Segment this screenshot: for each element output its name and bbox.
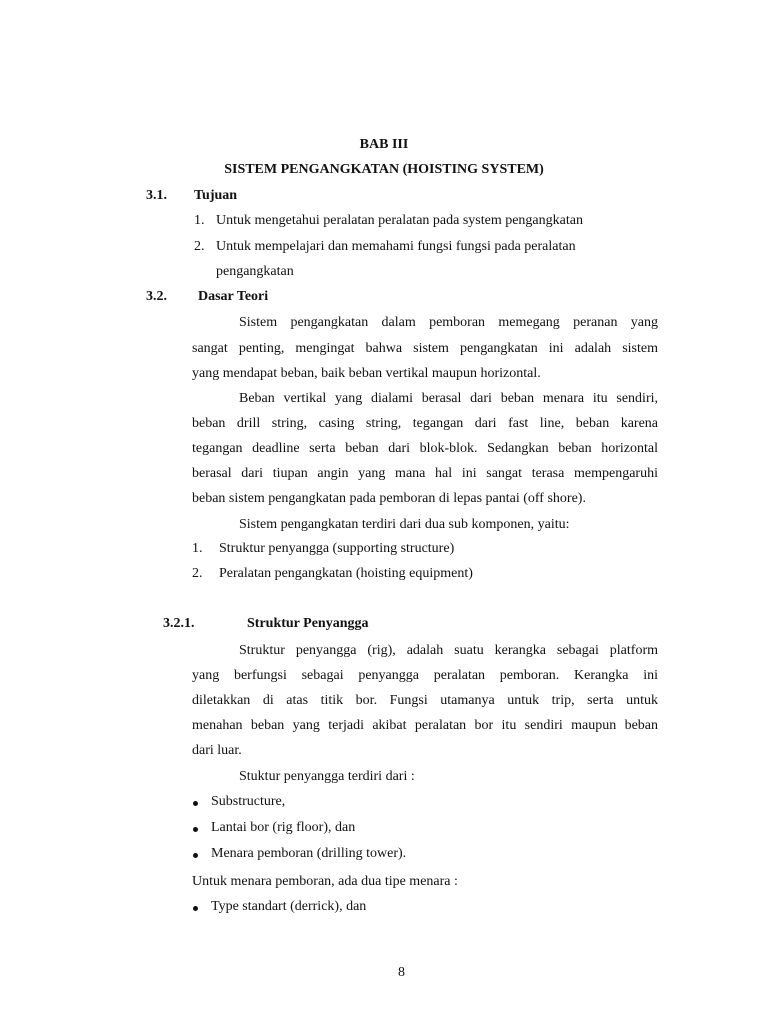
- paragraph-line: menahan beban yang terjadi akibat peralatan bor itu sendiri maupun beban: [192, 718, 658, 733]
- bullet-icon: [193, 906, 198, 911]
- bullet-icon: [193, 853, 198, 858]
- bullet-item: Lantai bor (rig floor), dan: [211, 820, 356, 835]
- list-marker: 2.: [194, 239, 205, 254]
- section-number: 3.2.: [146, 289, 167, 304]
- paragraph-line: Untuk menara pemboran, ada dua tipe menara :: [192, 874, 458, 889]
- bullet-icon: [193, 801, 198, 806]
- subsection-number: 3.2.1.: [163, 616, 195, 631]
- section-heading: Tujuan: [194, 188, 238, 203]
- list-marker: 1.: [192, 541, 203, 556]
- list-marker: 1.: [194, 213, 205, 228]
- list-item-continuation: pengangkatan: [216, 264, 294, 279]
- paragraph-line: Sistem pengangkatan terdiri dari dua sub komponen, yaitu:: [239, 517, 570, 532]
- page-number: 8: [398, 965, 405, 980]
- bullet-item: Menara pemboran (drilling tower).: [211, 846, 407, 861]
- paragraph-line: Sistem pengangkatan dalam pemboran memegang peranan yang: [239, 315, 658, 330]
- paragraph-line: sangat penting, mengingat bahwa sistem pengangkatan ini adalah sistem: [192, 341, 658, 356]
- bullet-item: Substructure,: [211, 794, 286, 809]
- chapter-title: SISTEM PENGANGKATAN (HOISTING SYSTEM): [224, 162, 544, 177]
- list-item: Untuk mengetahui peralatan peralatan pada system pengangkatan: [216, 213, 583, 228]
- bullet-item: Type standart (derrick), dan: [211, 899, 367, 914]
- paragraph-line: Beban vertikal yang dialami berasal dari beban menara itu sendiri,: [239, 391, 658, 406]
- list-item: Peralatan pengangkatan (hoisting equipment): [219, 566, 473, 581]
- paragraph-line: Stuktur penyangga terdiri dari :: [239, 769, 415, 784]
- bullet-icon: [193, 827, 198, 832]
- paragraph-line: beban drill string, casing string, tegangan dari fast line, beban karena: [192, 416, 658, 431]
- chapter-label: BAB III: [359, 137, 409, 152]
- paragraph-line: beban sistem pengangkatan pada pemboran di lepas pantai (off shore).: [192, 491, 586, 506]
- paragraph-line: berasal dari tiupan angin yang mana hal ini sangat terasa mempengaruhi: [192, 466, 658, 481]
- paragraph-line: yang berfungsi sebagai penyangga peralatan pemboran. Kerangka ini: [192, 668, 658, 683]
- subsection-heading: Struktur Penyangga: [247, 616, 369, 631]
- paragraph-line: yang mendapat beban, baik beban vertikal maupun horizontal.: [192, 366, 541, 381]
- section-number: 3.1.: [146, 188, 167, 203]
- list-item: Untuk mempelajari dan memahami fungsi fungsi pada peralatan: [216, 239, 576, 254]
- list-item: Struktur penyangga (supporting structure): [219, 541, 455, 556]
- paragraph-line: tegangan deadline serta beban dari blok-blok. Sedangkan beban horizontal: [192, 441, 658, 456]
- list-marker: 2.: [192, 566, 203, 581]
- section-heading: Dasar Teori: [198, 289, 269, 304]
- paragraph-line: Struktur penyangga (rig), adalah suatu kerangka sebagai platform: [239, 643, 658, 658]
- paragraph-line: diletakkan di atas titik bor. Fungsi utamanya untuk trip, serta untuk: [192, 693, 658, 708]
- paragraph-line: dari luar.: [192, 743, 242, 758]
